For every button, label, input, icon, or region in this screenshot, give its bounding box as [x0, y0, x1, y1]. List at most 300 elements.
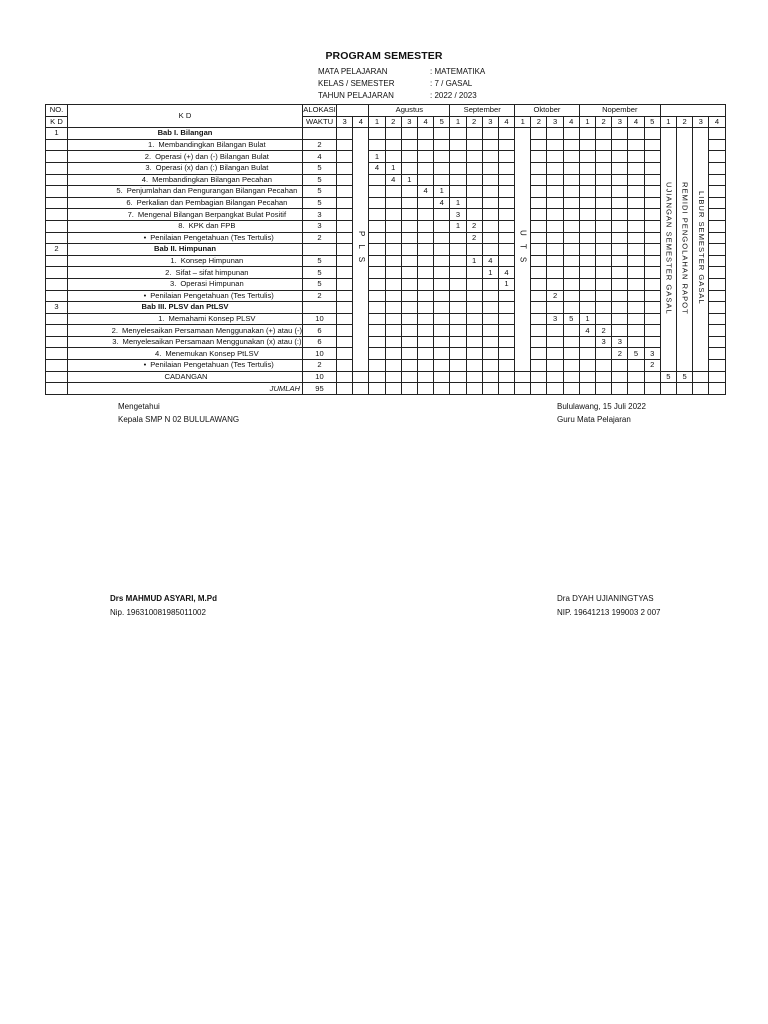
- week-cell: 2: [644, 360, 660, 372]
- week-cell: [466, 302, 482, 314]
- week-cell: [353, 371, 369, 383]
- row-waktu: 5: [303, 186, 337, 198]
- week-cell: [434, 267, 450, 279]
- week-cell: [337, 186, 353, 198]
- row-no: [46, 186, 68, 198]
- row-kd-text: Penilaian Pengetahuan (Tes Tertulis): [150, 360, 274, 370]
- week-cell: [434, 360, 450, 372]
- week-cell: [547, 186, 563, 198]
- week-cell: [612, 383, 628, 395]
- week-cell: [337, 302, 353, 314]
- row-kd-text: Bab II. Himpunan: [154, 244, 217, 254]
- week-cell: [482, 139, 498, 151]
- row-number: 2.: [111, 325, 118, 335]
- program-semester-table: [45, 104, 726, 395]
- week-cell: [579, 151, 595, 163]
- week-cell: [709, 151, 725, 163]
- week-cell: [385, 209, 401, 221]
- week-cell: [466, 325, 482, 337]
- week-cell: [450, 186, 466, 198]
- row-kd: [68, 267, 303, 279]
- row-no: [46, 139, 68, 151]
- row-kd-text: Menyelesaikan Persamaan Menggunakan (x) atau (:): [122, 337, 302, 347]
- week-cell: [482, 162, 498, 174]
- row-kd-text: Penjumlahan dan Pengurangan Bilangan Pecahan: [126, 186, 298, 196]
- week-cell: [693, 371, 709, 383]
- week-cell: [401, 267, 417, 279]
- week-cell: [498, 209, 514, 221]
- week-cell: [417, 383, 433, 395]
- header-kd: K D: [68, 105, 303, 128]
- week-cell: [466, 383, 482, 395]
- row-number: 3.: [145, 163, 152, 173]
- row-kd: [68, 371, 303, 383]
- row-no: [46, 290, 68, 302]
- week-cell: [531, 186, 547, 198]
- header-pre-blank: [337, 105, 369, 117]
- week-cell: [579, 232, 595, 244]
- week-cell: [709, 383, 725, 395]
- table-row: [46, 313, 726, 325]
- row-no: [46, 348, 68, 360]
- row-kd-text: JUMLAH: [269, 383, 301, 393]
- week-cell: [563, 151, 579, 163]
- week-cell: [498, 197, 514, 209]
- remidi-label: REMIDI PENGOLAHAN RAPOT: [680, 181, 690, 315]
- week-cell: [337, 290, 353, 302]
- row-waktu: 3: [303, 209, 337, 221]
- row-no: 1: [46, 128, 68, 140]
- week-cell: [466, 244, 482, 256]
- table-row: [46, 348, 726, 360]
- week-cell: [369, 325, 385, 337]
- week-cell: [563, 174, 579, 186]
- week-cell: [644, 313, 660, 325]
- row-number: 1.: [170, 256, 177, 266]
- row-no: [46, 255, 68, 267]
- week-cell: [612, 186, 628, 198]
- week-cell: [547, 278, 563, 290]
- week-cell: [547, 174, 563, 186]
- table-row: [46, 232, 726, 244]
- week-cell: [579, 197, 595, 209]
- week-cell: [482, 186, 498, 198]
- week-cell: [401, 325, 417, 337]
- week-cell: [337, 360, 353, 372]
- week-cell: [628, 360, 644, 372]
- week-cell: [466, 278, 482, 290]
- pls-label: P L S: [356, 230, 366, 265]
- row-no: [46, 383, 68, 395]
- row-kd: [68, 151, 303, 163]
- week-cell: 5: [660, 371, 676, 383]
- sign-left-line1: Mengetahui: [118, 402, 160, 411]
- row-kd-text: Bab I. Bilangan: [157, 128, 213, 138]
- week-cell: [369, 348, 385, 360]
- week-cell: [434, 128, 450, 140]
- week-cell: [644, 128, 660, 140]
- header-week: 5: [644, 116, 660, 128]
- week-cell: [417, 302, 433, 314]
- row-waktu: 5: [303, 267, 337, 279]
- row-waktu: 5: [303, 255, 337, 267]
- week-cell: [563, 128, 579, 140]
- reserve-row: [46, 371, 726, 383]
- week-cell: [337, 174, 353, 186]
- header-week: 1: [369, 116, 385, 128]
- week-cell: [369, 197, 385, 209]
- week-cell: [401, 360, 417, 372]
- week-cell: [644, 162, 660, 174]
- week-cell: [612, 360, 628, 372]
- row-no: [46, 162, 68, 174]
- row-no: 2: [46, 244, 68, 256]
- week-cell: [369, 186, 385, 198]
- row-waktu: 10: [303, 348, 337, 360]
- row-no: [46, 267, 68, 279]
- sign-right-nip: NIP. 19641213 199003 2 007: [557, 608, 661, 617]
- table-row: [46, 220, 726, 232]
- row-waktu: 6: [303, 325, 337, 337]
- week-cell: [498, 232, 514, 244]
- week-cell: 1: [466, 255, 482, 267]
- row-number: 8.: [178, 221, 185, 231]
- week-cell: 2: [466, 232, 482, 244]
- week-cell: [563, 220, 579, 232]
- header-week: 4: [628, 116, 644, 128]
- week-cell: [450, 232, 466, 244]
- week-cell: [385, 336, 401, 348]
- week-cell: [563, 232, 579, 244]
- week-cell: [709, 278, 725, 290]
- row-no: [46, 232, 68, 244]
- week-cell: [644, 209, 660, 221]
- week-cell: [466, 151, 482, 163]
- week-cell: [401, 220, 417, 232]
- table-row: [46, 325, 726, 337]
- row-no: [46, 197, 68, 209]
- week-cell: [628, 174, 644, 186]
- week-cell: [482, 232, 498, 244]
- week-cell: 2: [596, 325, 612, 337]
- row-kd: [68, 232, 303, 244]
- week-cell: [579, 278, 595, 290]
- week-cell: [596, 348, 612, 360]
- week-cell: [337, 348, 353, 360]
- row-waktu: [303, 128, 337, 140]
- row-kd-text: Menyelesaikan Persamaan Menggunakan (+) atau (-): [122, 325, 303, 335]
- week-cell: [563, 186, 579, 198]
- week-cell: [482, 278, 498, 290]
- week-cell: [579, 209, 595, 221]
- week-cell: [709, 336, 725, 348]
- week-cell: 4: [434, 197, 450, 209]
- week-cell: [644, 197, 660, 209]
- row-number: 1.: [148, 140, 155, 150]
- week-cell: [531, 348, 547, 360]
- week-cell: [628, 313, 644, 325]
- week-cell: [531, 232, 547, 244]
- week-cell: [628, 383, 644, 395]
- week-cell: [482, 209, 498, 221]
- week-cell: [579, 383, 595, 395]
- table-row: [46, 174, 726, 186]
- week-cell: [563, 302, 579, 314]
- week-cell: [417, 139, 433, 151]
- week-cell: [644, 278, 660, 290]
- table-row: [46, 336, 726, 348]
- week-cell: [369, 360, 385, 372]
- week-cell: [369, 267, 385, 279]
- week-cell: [547, 255, 563, 267]
- week-cell: 2: [547, 290, 563, 302]
- week-cell: [579, 360, 595, 372]
- row-kd: [68, 174, 303, 186]
- header-row-months: [46, 105, 726, 117]
- table-row: [46, 197, 726, 209]
- week-cell: [450, 128, 466, 140]
- week-cell: [466, 186, 482, 198]
- week-cell: [385, 383, 401, 395]
- week-cell: [531, 162, 547, 174]
- week-cell: [693, 383, 709, 395]
- header-week: 1: [579, 116, 595, 128]
- week-cell: [644, 383, 660, 395]
- week-cell: [547, 220, 563, 232]
- week-cell: [417, 209, 433, 221]
- week-cell: [401, 244, 417, 256]
- week-cell: [401, 313, 417, 325]
- week-cell: [385, 360, 401, 372]
- week-cell: [385, 128, 401, 140]
- week-cell: [498, 336, 514, 348]
- row-waktu: 4: [303, 151, 337, 163]
- week-cell: [531, 290, 547, 302]
- week-cell: [531, 244, 547, 256]
- meta-value: : 2022 / 2023: [430, 91, 477, 100]
- header-week: 2: [596, 116, 612, 128]
- week-cell: [434, 244, 450, 256]
- week-cell: [401, 162, 417, 174]
- week-cell: 4: [369, 162, 385, 174]
- row-no: 3: [46, 302, 68, 314]
- row-kd: [68, 128, 303, 140]
- week-cell: [596, 244, 612, 256]
- week-cell: [450, 313, 466, 325]
- week-cell: [417, 151, 433, 163]
- week-cell: [434, 336, 450, 348]
- week-cell: [563, 348, 579, 360]
- header-month: September: [450, 105, 515, 117]
- week-cell: [644, 290, 660, 302]
- week-cell: [547, 197, 563, 209]
- week-cell: [385, 197, 401, 209]
- week-cell: [434, 278, 450, 290]
- week-cell: [417, 220, 433, 232]
- meta-value: : 7 / GASAL: [430, 79, 473, 88]
- week-cell: [385, 278, 401, 290]
- week-cell: [563, 278, 579, 290]
- week-cell: [596, 302, 612, 314]
- week-cell: [401, 232, 417, 244]
- week-cell: [628, 255, 644, 267]
- row-kd-text: Membandingkan Bilangan Bulat: [158, 140, 266, 150]
- week-cell: [644, 244, 660, 256]
- week-cell: [709, 174, 725, 186]
- week-cell: [401, 383, 417, 395]
- row-kd: [68, 197, 303, 209]
- row-kd-text: Penilaian Pengetahuan (Tes Tertulis): [150, 232, 274, 242]
- week-cell: 2: [466, 220, 482, 232]
- week-cell: [466, 360, 482, 372]
- row-kd-text: Mengenal Bilangan Berpangkat Bulat Positif: [137, 209, 287, 219]
- week-cell: [612, 139, 628, 151]
- vertical-label-cell: [515, 128, 531, 371]
- week-cell: [417, 174, 433, 186]
- row-kd: [68, 383, 303, 395]
- row-no: [46, 278, 68, 290]
- week-cell: [628, 151, 644, 163]
- week-cell: [596, 267, 612, 279]
- row-waktu: [303, 244, 337, 256]
- week-cell: [579, 255, 595, 267]
- week-cell: [401, 278, 417, 290]
- week-cell: [563, 371, 579, 383]
- week-cell: 3: [547, 313, 563, 325]
- week-cell: [385, 244, 401, 256]
- week-cell: [434, 371, 450, 383]
- week-cell: [596, 290, 612, 302]
- week-cell: [498, 371, 514, 383]
- row-kd: [68, 313, 303, 325]
- row-number: 3.: [170, 279, 177, 289]
- week-cell: 4: [498, 267, 514, 279]
- week-cell: [547, 383, 563, 395]
- row-kd: [68, 336, 303, 348]
- week-cell: 1: [579, 313, 595, 325]
- row-kd: [68, 278, 303, 290]
- week-cell: [417, 325, 433, 337]
- vertical-label-cell: [676, 128, 692, 371]
- week-cell: [628, 290, 644, 302]
- table-row: [46, 290, 726, 302]
- week-cell: [644, 336, 660, 348]
- week-cell: [709, 371, 725, 383]
- week-cell: 4: [385, 174, 401, 186]
- row-kd-text: Operasi (+) dan (-) Bilangan Bulat: [155, 151, 269, 161]
- row-no: [46, 336, 68, 348]
- row-waktu: 6: [303, 336, 337, 348]
- ujian-label: UJIANGAN SEMESTER GASAL: [664, 181, 674, 315]
- week-cell: [596, 162, 612, 174]
- week-cell: [337, 336, 353, 348]
- week-cell: [434, 162, 450, 174]
- week-cell: [466, 209, 482, 221]
- week-cell: [385, 267, 401, 279]
- header-week: 2: [385, 116, 401, 128]
- row-kd-text: Konsep Himpunan: [180, 256, 244, 266]
- week-cell: [531, 151, 547, 163]
- row-no: [46, 151, 68, 163]
- week-cell: [498, 244, 514, 256]
- week-cell: [579, 244, 595, 256]
- row-number: •: [143, 290, 147, 300]
- week-cell: [385, 232, 401, 244]
- week-cell: [385, 313, 401, 325]
- row-kd: [68, 186, 303, 198]
- week-cell: [337, 232, 353, 244]
- week-cell: [337, 255, 353, 267]
- week-cell: [434, 151, 450, 163]
- row-no: [46, 209, 68, 221]
- week-cell: [644, 139, 660, 151]
- uts-label: U T S: [518, 230, 528, 266]
- week-cell: [482, 360, 498, 372]
- week-cell: [547, 371, 563, 383]
- week-cell: [434, 220, 450, 232]
- header-no: NO.: [46, 105, 68, 117]
- week-cell: [563, 360, 579, 372]
- week-cell: [385, 302, 401, 314]
- week-cell: [482, 348, 498, 360]
- sign-right-name: Dra DYAH UJIANINGTYAS: [557, 594, 654, 603]
- sign-left-line2: Kepala SMP N 02 BULULAWANG: [118, 415, 240, 424]
- week-cell: [612, 255, 628, 267]
- week-cell: [547, 151, 563, 163]
- row-waktu: 10: [303, 313, 337, 325]
- week-cell: [709, 209, 725, 221]
- header-week: 4: [563, 116, 579, 128]
- week-cell: [709, 348, 725, 360]
- week-cell: [498, 151, 514, 163]
- week-cell: [628, 267, 644, 279]
- week-cell: [531, 302, 547, 314]
- week-cell: [337, 220, 353, 232]
- row-kd-text: Penilaian Pengetahuan (Tes Tertulis): [150, 290, 274, 300]
- week-cell: [385, 220, 401, 232]
- header-week: 3: [337, 116, 353, 128]
- week-cell: [612, 313, 628, 325]
- week-cell: 1: [401, 174, 417, 186]
- header-alokasi: ALOKASI: [303, 105, 336, 115]
- row-kd-text: Operasi Himpunan: [180, 279, 244, 289]
- week-cell: [531, 174, 547, 186]
- week-cell: [531, 325, 547, 337]
- week-cell: [401, 290, 417, 302]
- header-week: 4: [417, 116, 433, 128]
- week-cell: [628, 371, 644, 383]
- week-cell: [612, 174, 628, 186]
- meta-key: TAHUN PELAJARAN: [318, 91, 394, 100]
- row-kd: [68, 325, 303, 337]
- week-cell: [547, 360, 563, 372]
- week-cell: 4: [417, 186, 433, 198]
- week-cell: [385, 290, 401, 302]
- week-cell: [612, 325, 628, 337]
- week-cell: [531, 128, 547, 140]
- week-cell: [579, 302, 595, 314]
- chapter-row: [46, 244, 726, 256]
- week-cell: 4: [579, 325, 595, 337]
- week-cell: [709, 232, 725, 244]
- week-cell: [417, 348, 433, 360]
- header-week: 4: [709, 116, 725, 128]
- week-cell: [709, 197, 725, 209]
- week-cell: [644, 220, 660, 232]
- row-no: [46, 371, 68, 383]
- week-cell: [401, 371, 417, 383]
- row-waktu: 2: [303, 232, 337, 244]
